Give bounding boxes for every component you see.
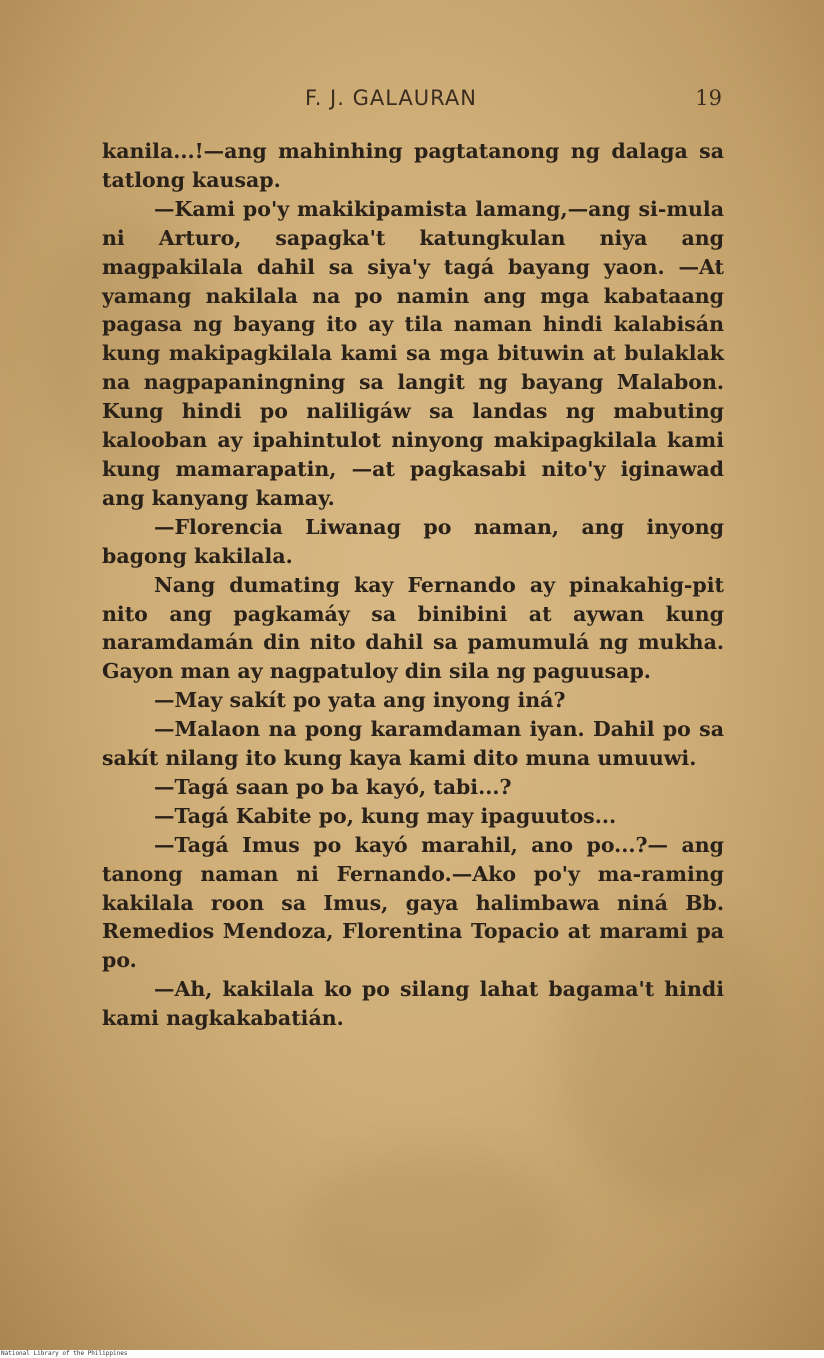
paragraph: —Florencia Liwanag po naman, ang inyong bagong kakilala. xyxy=(102,514,724,568)
paper-stain xyxy=(300,1150,560,1310)
paragraph: kanila...!—ang mahinhing pagtatanong ng dalaga sa tatlong kausap. xyxy=(102,139,724,192)
paragraph: —May sakít po yata ang inyong iná? xyxy=(154,688,566,713)
running-header xyxy=(100,86,722,116)
scan-credit: National Library of the Philippines xyxy=(0,1350,824,1358)
body-text xyxy=(102,137,724,1033)
paragraph: —Tagá Imus po kayó marahil, ano po...?— ang tanong naman ni Fernando.—Ako po'y ma-raming kakilala roon sa Imus, gaya halimbawa niná Bb. Remedios Mendoza, Florentina Topacio at marami pa po. xyxy=(102,832,724,973)
paragraph: —Tagá saan po ba kayó, tabi...? xyxy=(154,774,512,799)
paragraph: —Kami po'y makikipamista lamang,—ang si-mula ni Arturo, sapagka't katungkulan niya ang magpakilala dahil sa siya'y tagá bayang yaon. —At yamang nakilala na po namin ang mga kabataang pagasa ng bayang ito ay tila naman hindi kalabisán kung makipagkilala kami sa mga bituwin at bulaklak na nagpapaningning sa langit ng bayang Malabon. Kung hindi po naliligáw sa landas ng mabuting kalooban ay ipahintulot ninyong makipagkilala kami kung mamarapatin, —at pagkasabi nito'y iginawad ang kanyang kamay. xyxy=(102,196,724,510)
paragraph: —Ah, kakilala ko po silang lahat bagama't hindi kami nagkakabatián. xyxy=(102,977,724,1031)
paragraph: —Malaon na pong karamdaman iyan. Dahil po sa sakít nilang ito kung kaya kami dito muna umuuwi. xyxy=(102,717,724,771)
page-number: 19 xyxy=(695,86,722,110)
paragraph: —Tagá Kabite po, kung may ipaguutos... xyxy=(154,803,617,828)
header-author: F. J. GALAURAN xyxy=(305,86,477,110)
paragraph: Nang dumating kay Fernando ay pinakahig-pit nito ang pagkamáy sa binibini at aywan kung naramdamán din nito dahil sa pamumulá ng mukha. Gayon man ay nagpatuloy din sila ng paguusap. xyxy=(102,572,724,684)
